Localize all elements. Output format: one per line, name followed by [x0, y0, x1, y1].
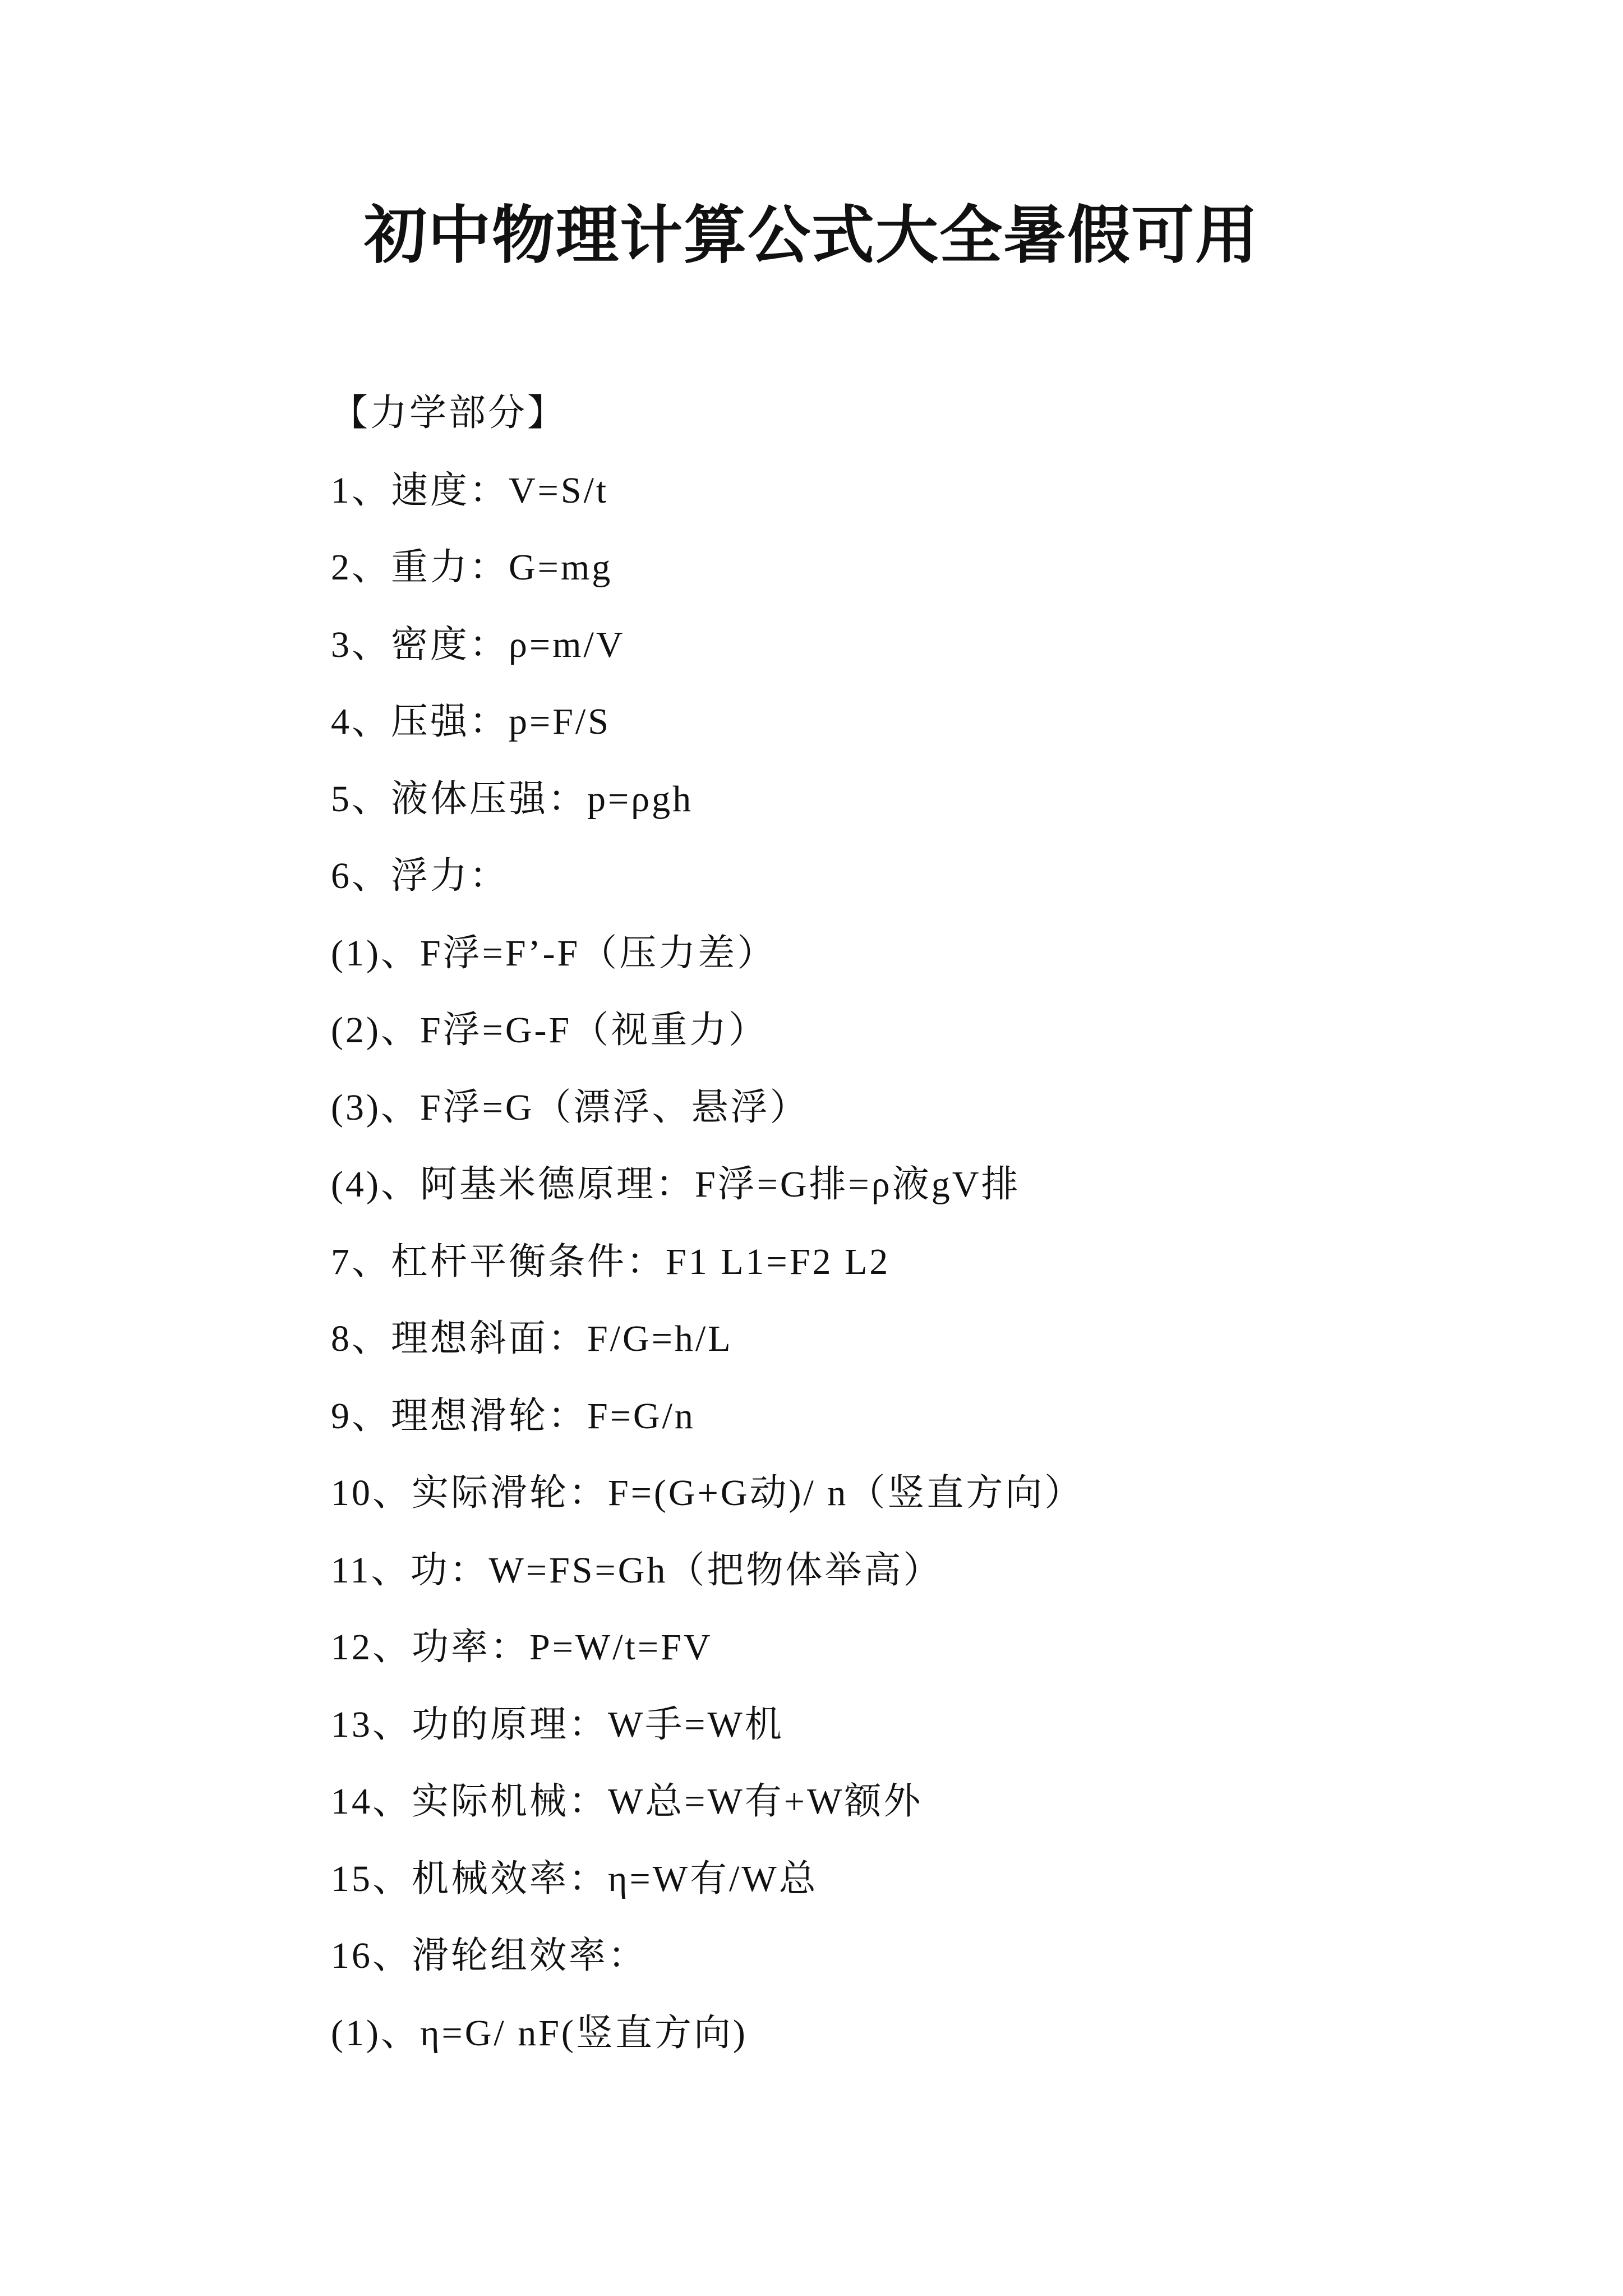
formula-line-density: 3、密度：ρ=m/V — [331, 624, 625, 665]
formula-line-buoyancy-1: (1)、F浮=F’-F（压力差） — [331, 932, 777, 974]
section-heading: 【力学部分】 — [331, 393, 566, 434]
formula-line-speed: 1、速度：V=S/t — [331, 470, 609, 511]
formula-line-incline: 8、理想斜面：F/G=h/L — [331, 1318, 733, 1359]
formula-line-buoyancy-2: (2)、F浮=G-F（视重力） — [331, 1010, 768, 1051]
formula-line-work-principle: 13、功的原理：W手=W机 — [331, 1704, 784, 1745]
formula-line-liquid-pressure: 5、液体压强：p=ρgh — [331, 778, 694, 820]
formula-line-efficiency: 15、机械效率：η=W有/W总 — [331, 1858, 818, 1899]
formula-line-gravity: 2、重力：G=mg — [331, 547, 613, 588]
formula-line-pressure: 4、压强：p=F/S — [331, 701, 611, 742]
formula-line-real-machine: 14、实际机械：W总=W有+W额外 — [331, 1781, 923, 1822]
formula-list — [331, 375, 1565, 2072]
document-title: 初中物理计算公式大全暑假可用 — [364, 199, 1259, 272]
formula-line-lever: 7、杠杆平衡条件：F1 L1=F2 L2 — [331, 1241, 891, 1282]
formula-line-power: 12、功率：P=W/t=FV — [331, 1627, 713, 1668]
formula-line-buoyancy-4: (4)、阿基米德原理：F浮=G排=ρ液gV排 — [331, 1164, 1021, 1205]
formula-line-real-pulley: 10、实际滑轮：F=(G+G动)/ n（竖直方向） — [331, 1473, 1084, 1513]
formula-line-buoyancy-heading: 6、浮力： — [331, 855, 509, 896]
formula-line-buoyancy-3: (3)、F浮=G（漂浮、悬浮） — [331, 1087, 809, 1128]
formula-line-pulley-efficiency-1: (1)、η=G/ nF(竖直方向) — [331, 2012, 748, 2054]
formula-line-work: 11、功：W=FS=Gh（把物体举高） — [331, 1549, 943, 1591]
formula-line-ideal-pulley: 9、理想滑轮：F=G/n — [331, 1395, 695, 1437]
formula-line-pulley-efficiency-heading: 16、滑轮组效率： — [331, 1935, 647, 1976]
